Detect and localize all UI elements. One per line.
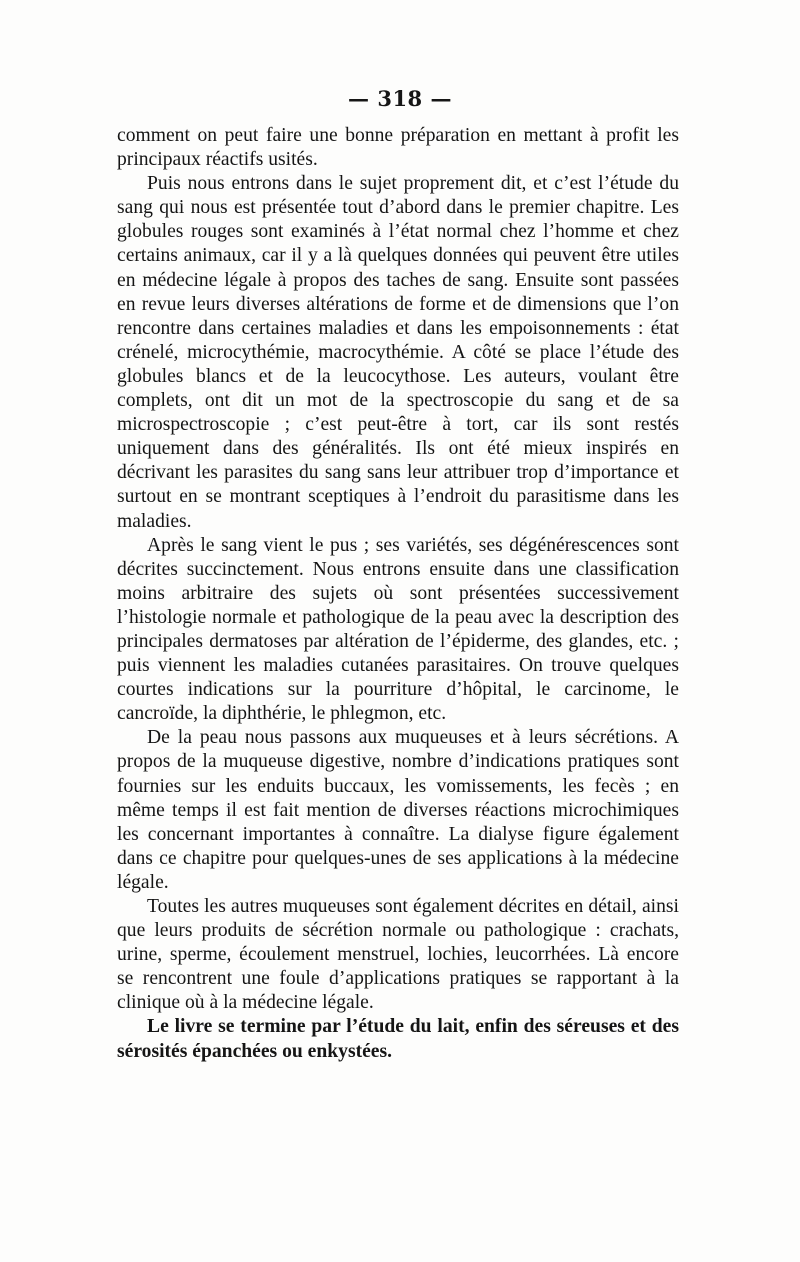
paragraph-pus-skin: Après le sang vient le pus ; ses variétés, ses dégénérescences sont décrites succinctement. Nous entrons ensuite dans une classification moins arbitraire des sujets où sont présentées successivement l’histologie normale et pathologique de la peau avec la description des principales dermatoses par altération de l’épiderme, des glandes, etc. ; puis viennent les maladies cutanées parasitaires. On trouve quelques courtes indications sur la pourriture d’hôpital, le carcinome, le cancroïde, la diphthérie, le phlegmon, etc. <box>117 534 679 725</box>
page-number: — 318 — <box>348 86 452 111</box>
paragraph-blood: Puis nous entrons dans le sujet proprement dit, et c’est l’étude du sang qui nous est présentée tout d’abord dans le premier chapitre. Les globules rouges sont examinés à l’état normal chez l’homme et chez certains animaux, car il y a là quelques données qui peuvent être utiles en médecine légale à propos des taches de sang. Ensuite sont passées en revue leurs diverses altérations de forme et de dimensions que l’on rencontre dans certaines maladies et dans les empoisonnements : état crénelé, microcythémie, macrocythémie. A côté se place l’étude des globules blancs et de la leucocythose. Les auteurs, voulant être complets, ont dit un mot de la spectroscopie du sang et de sa microspectroscopie ; c’est peut-être à tort, car ils sont restés uniquement dans des généralités. Ils ont été mieux inspirés en décrivant les parasites du sang sans leur attribuer trop d’importance et surtout en se montrant sceptiques à l’endroit du parasitisme dans les maladies. <box>117 173 679 532</box>
paragraph-other-mucous: Toutes les autres muqueuses sont également décrites en détail, ainsi que leurs produits de sécrétion normale ou pathologique : crachats, urine, sperme, écoulement menstruel, lochies, leucorrhées. Là encore se rencontrent une foule d’applications pratiques se rapportant à la clinique où à la médecine légale. <box>117 896 679 1014</box>
paragraph-conclusion: Le livre se termine par l’étude du lait, enfin des séreuses et des sérosités épanchées ou enkystées. <box>117 1016 679 1062</box>
paragraph-mucous: De la peau nous passons aux muqueuses et à leurs sécrétions. A propos de la muqueuse digestive, nombre d’indications pratiques sont fournies sur les enduits buccaux, les vomissements, les fecès ; en même temps il est fait mention de diverses réactions microchimiques les concernant importantes à connaître. La dialyse figure également dans ce chapitre pour quelques-unes de ses applications à la médecine légale. <box>117 727 679 893</box>
paragraph-continuation: comment on peut faire une bonne préparation en mettant à profit les principaux réactifs usités. <box>117 125 679 171</box>
body-text <box>117 124 679 1064</box>
